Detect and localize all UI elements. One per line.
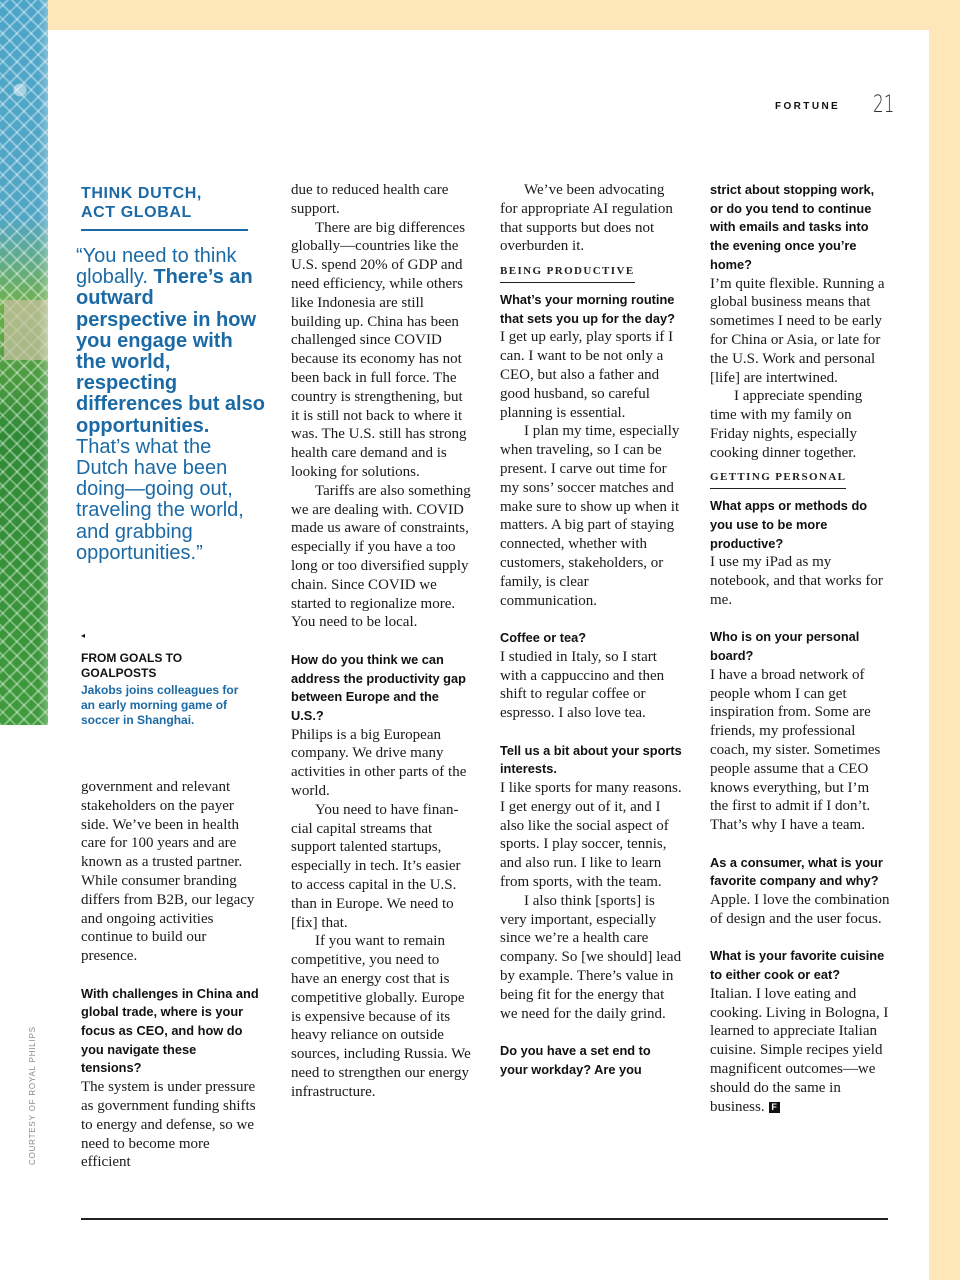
col3-paragraph: I plan my time, especially when traveling, so I can be present. I carve out time for my sons’ soccer matches and make sure to show up when it matters. A big part of staying connected, whether with customers, stakeholders, or family, is clear communication. (500, 423, 680, 609)
col3-paragraph: I get up early, play sports if I can. I want to be not only a CEO, but also a father and good husband, so careful planning is essential. (500, 329, 674, 421)
col4-final-text: Italian. I love eating and cooking. Living in Bologna, I learned to appreciate Italian cuisine. Simple recipes yield magnificent outcomes—we should do the same in business. (710, 985, 889, 1115)
col2-question: How do you think we can address the productivity gap between Europe and the U.S.? (291, 651, 466, 723)
page-number: 21 (873, 90, 895, 118)
sidebar-title-line2: ACT GLOBAL (81, 204, 192, 221)
col3-question: Tell us a bit about your sports interests. (500, 742, 682, 777)
column-2 (291, 181, 471, 1102)
col1-paragraph: government and relevant stakeholders on the payer side. We’ve been in health care for 100 years and are known as a trusted partner. While consumer branding differs from B2B, our legacy and ongoing activities continue to build our presence. (81, 779, 255, 965)
col2-paragraph: Philips is a big European company. We drive many activities in other parts of the world. (291, 726, 467, 800)
col4-paragraph (710, 985, 890, 1117)
col3-question: Coffee or tea? (500, 630, 587, 646)
col2-paragraph: You need to have financial capital streams that support talented startups, especially in tech. It’s easier to access capital in the U.S. than in Europe. We need to [fix] that. (291, 801, 461, 931)
col2-paragraph: due to reduced health care support. (291, 182, 449, 217)
fortune-end-mark-icon: F (769, 1102, 780, 1113)
photo-credit: COURTESY OF ROYAL PHILIPS (28, 1026, 37, 1165)
col4-question: As a consumer, what is your favorite company and why? (710, 854, 883, 889)
col4-question: What is your favorite cuisine to either cook or eat? (710, 948, 885, 983)
col3-question: What’s your morning routine that sets you up for the day? (500, 291, 675, 326)
col4-question: strict about stopping work, or do you tend to continue with emails and tasks into the evening once you’re home? (710, 182, 875, 272)
col4-paragraph: Apple. I love the combination of design and the user focus. (710, 892, 890, 927)
col4-question: Who is on your personal board? (710, 629, 860, 664)
pull-quote-open: “You need to think globally. (76, 245, 237, 289)
col4-paragraph: I appreciate spending time with my family on Friday nights, especially cooking dinner together. (710, 388, 863, 461)
col1-question: With challenges in China and global trade, where is your focus as CEO, and how do you navigate these tensions? (81, 985, 259, 1076)
col3-question: Do you have a set end to your workday? Are you (500, 1043, 651, 1077)
photo-caption-headline: FROM GOALS TO GOALPOSTS (81, 651, 183, 681)
sidebar-title (81, 184, 248, 231)
col4-paragraph: I have a broad network of people whom I can get inspiration from. Some are friends, my professional coach, my sister. Sometimes people assume that a CEO knows everything, but I’m the first to admit if I don’t. That’s why I have a team. (710, 666, 881, 834)
soccer-field-photo (0, 0, 48, 725)
section-heading-being-productive: BEING PRODUCTIVE (500, 262, 635, 283)
col1-paragraph: The system is under pressure as government funding shifts to energy and defense, so we need to become more efficient (81, 1079, 256, 1171)
magazine-brand: FORTUNE (775, 101, 841, 112)
pull-quote (76, 246, 266, 564)
sidebar-title-line1: THINK DUTCH, (81, 185, 202, 202)
pull-quote-close: That’s what the Dutch have been doing—going out, traveling the world, and grabbing opportunities.” (76, 435, 244, 564)
column-4 (710, 181, 890, 1116)
col4-paragraph: I use my iPad as my notebook, and that works for me. (710, 554, 883, 608)
col3-paragraph: We’ve been advocating for appropriate AI regulation that supports but does not overburden it. (500, 182, 673, 255)
col2-paragraph: There are big differences globally—countries like the U.S. spend 20% of GDP and need efficiency, while others like Indonesia are still building up. China has been challenged since COVID because its economy has not been back in full force. The country is strengthening, but it is still not back to where it was. The U.S. still has strong health care demand and is looking for solutions. (291, 219, 467, 480)
col3-paragraph: I studied in Italy, so I start with a cappuccino and then shift to regular coffee or espresso. I also love tea. (500, 648, 665, 722)
col2-paragraph: Tariffs are also something we are dealing with. COVID made us aware of constraints, especially if you have a too long or too diversified supply chain. Since COVID we started to regionalize more. You need to be local. (291, 482, 471, 631)
col4-question: What apps or methods do you use to be more productive? (710, 498, 868, 551)
caption-arrow-icon: ◂ (81, 631, 86, 640)
pull-quote-bold: There’s an outward perspective in how you engage with the world, respecting differences but also opportunities. (76, 266, 265, 437)
bottom-rule (81, 1218, 888, 1220)
col4-paragraph: I’m quite flexible. Running a global business means that sometimes I need to be early for China or Asia, or late for the U.S. Work and personal [life] are intertwined. (710, 275, 885, 386)
section-heading-getting-personal: GETTING PERSONAL (710, 468, 846, 489)
col2-paragraph: If you want to remain competitive, you need to have an energy cost that is competitive globally. Europe is expensive because of its heavy reliance on outside sources, including Russia. We need to strengthen our energy infrastructure. (291, 933, 471, 1100)
col3-paragraph: I also think [sports] is very important, especially since we’re a health care company. So [we should] lead by example. There’s value in being fit for the energy that we need for the daily grind. (500, 892, 682, 1022)
col3-paragraph: I like sports for many reasons. I get energy out of it, and I also like the social aspect of sports. I play soccer, tennis, and also run. I like to learn from sports, with the team. (500, 780, 682, 890)
photo-shade (0, 0, 48, 725)
column-3 (500, 181, 682, 1079)
photo-caption-text: Jakobs joins colleagues for an early morning game of soccer in Shanghai. (81, 683, 239, 728)
column-1 (81, 778, 259, 1172)
